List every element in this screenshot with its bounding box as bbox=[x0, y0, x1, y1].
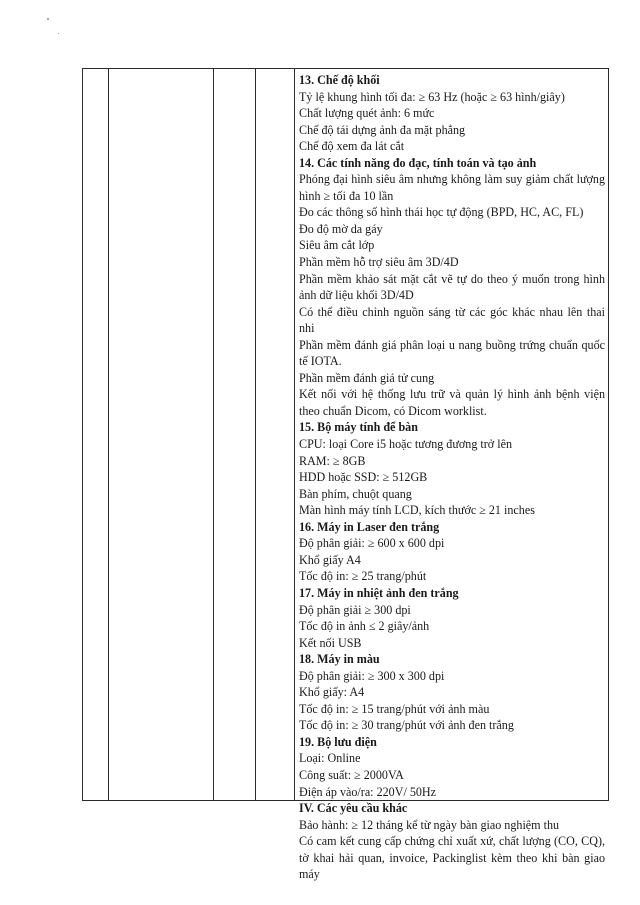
spec-line: Chất lượng quét ảnh: 6 mức bbox=[299, 106, 435, 121]
spec-line: Siêu âm cắt lớp bbox=[299, 238, 375, 253]
spec-line: Màn hình máy tính LCD, kích thước ≥ 21 inches bbox=[299, 503, 535, 518]
section-heading: IV. Các yêu cầu khác bbox=[299, 801, 408, 816]
spec-line: Tốc độ in ảnh ≤ 2 giây/ảnh bbox=[299, 619, 430, 634]
spec-line: Tốc độ in: ≥ 15 trang/phút với ảnh màu bbox=[299, 701, 490, 716]
spec-line: Chế độ tái dựng ảnh đa mặt phẳng bbox=[299, 122, 466, 137]
scan-speck bbox=[47, 18, 49, 20]
spec-line: Có cam kết cung cấp chứng chỉ xuất xứ, chất lượng (CO, CQ), tờ khai hải quan, invoice, Packinglist kèm theo khi bàn giao máy bbox=[299, 834, 605, 882]
spec-line: Khổ giấy: A4 bbox=[299, 685, 365, 700]
section-heading: 16. Máy in Laser đen trắng bbox=[299, 519, 440, 534]
spec-line: CPU: loại Core i5 hoặc tương đương trở lên bbox=[299, 437, 513, 452]
spec-line: Độ phân giải ≥ 300 dpi bbox=[299, 602, 411, 617]
spec-line: Kết nối với hệ thống lưu trữ và quản lý hình ảnh bệnh viện theo chuẩn Dicom, có Dicom worklist. bbox=[299, 387, 605, 418]
spec-line: HDD hoặc SSD: ≥ 512GB bbox=[299, 470, 428, 485]
spec-line: Bàn phím, chuột quang bbox=[299, 486, 412, 501]
column-divider bbox=[108, 69, 109, 800]
spec-line: Phóng đại hình siêu âm nhưng không làm suy giảm chất lượng hình ≥ tối đa 10 lần bbox=[299, 172, 605, 203]
column-divider bbox=[255, 69, 256, 800]
scan-speck bbox=[58, 33, 59, 34]
spec-line: Tỷ lệ khung hình tối đa: ≥ 63 Hz (hoặc ≥ 63 hình/giây) bbox=[299, 89, 565, 104]
spec-line: Khổ giấy A4 bbox=[299, 552, 361, 567]
section-heading: 14. Các tính năng đo đạc, tính toán và tạo ảnh bbox=[299, 155, 537, 170]
spec-line: Tốc độ in: ≥ 25 trang/phút bbox=[299, 569, 427, 584]
spec-line: Chế độ xem đa lát cắt bbox=[299, 139, 405, 154]
spec-line: Đo các thông số hình thái học tự động (BPD, HC, AC, FL) bbox=[299, 205, 584, 220]
spec-line: Phần mềm khảo sát mặt cắt vẽ tự do theo ý muốn trong hình ảnh dữ liệu khối 3D/4D bbox=[299, 271, 605, 303]
spec-line: Tốc độ in: ≥ 30 trang/phút với ảnh đen trắng bbox=[299, 718, 514, 733]
spec-line: Phần mềm đánh giá phân loại u nang buồng trứng chuẩn quốc tế IOTA. bbox=[299, 337, 605, 369]
section-heading: 13. Chế độ khối bbox=[299, 73, 380, 87]
spec-line: Kết nối USB bbox=[299, 635, 362, 650]
spec-line: Loại: Online bbox=[299, 751, 361, 766]
spec-line: Độ phân giải: ≥ 600 x 600 dpi bbox=[299, 536, 445, 551]
section-heading: 19. Bộ lưu điện bbox=[299, 734, 377, 749]
column-divider bbox=[294, 69, 295, 800]
section-heading: 17. Máy in nhiệt ảnh đen trắng bbox=[299, 585, 459, 600]
spec-line: Bảo hành: ≥ 12 tháng kể từ ngày bàn giao nghiệm thu bbox=[299, 817, 560, 832]
spec-line: Phần mềm đánh giá tử cung bbox=[299, 370, 435, 385]
column-divider bbox=[213, 69, 214, 800]
spec-cell bbox=[299, 72, 605, 883]
section-heading: 15. Bộ máy tính để bàn bbox=[299, 420, 418, 435]
section-heading: 18. Máy in màu bbox=[299, 652, 380, 667]
spec-line: Độ phân giải: ≥ 300 x 300 dpi bbox=[299, 668, 445, 683]
spec-line: RAM: ≥ 8GB bbox=[299, 453, 366, 468]
spec-line: Đo độ mờ da gáy bbox=[299, 221, 383, 236]
spec-line: Phần mềm hỗ trợ siêu âm 3D/4D bbox=[299, 255, 459, 270]
spec-line: Có thể điều chỉnh nguồn sáng từ các góc khác nhau lên thai nhi bbox=[299, 304, 605, 336]
spec-line: Công suất: ≥ 2000VA bbox=[299, 767, 404, 782]
spec-table bbox=[82, 68, 609, 882]
spec-line: Điện áp vào/ra: 220V/ 50Hz bbox=[299, 784, 437, 799]
